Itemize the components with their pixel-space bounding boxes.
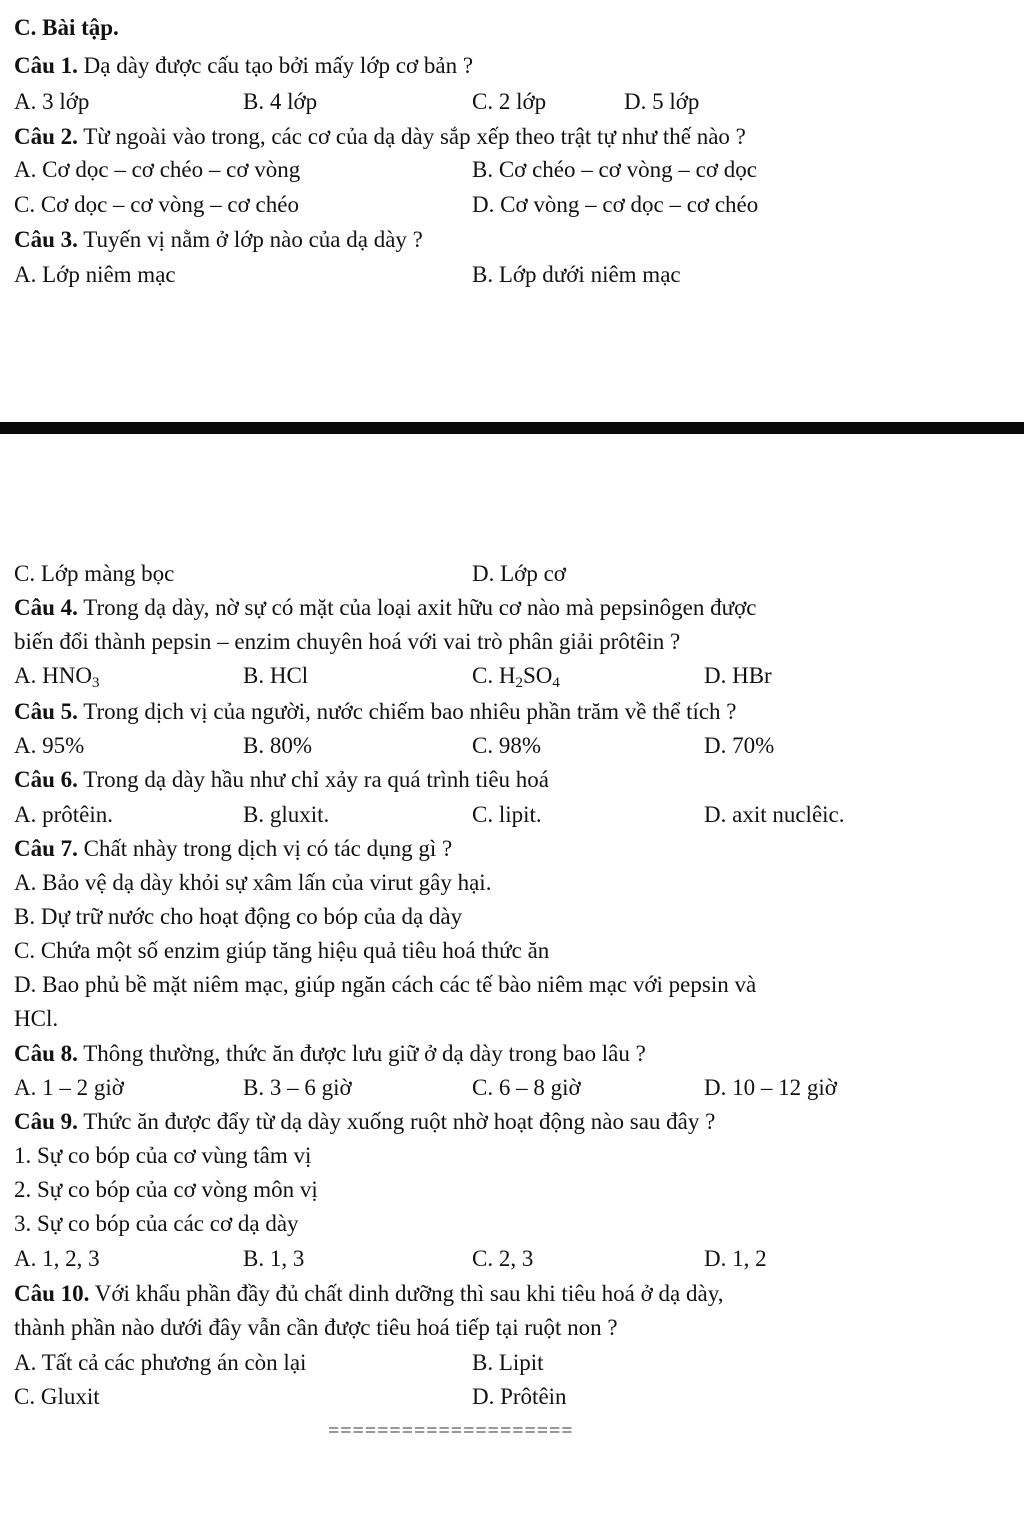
question-2	[14, 123, 746, 151]
question-text: Thức ăn được đẩy từ dạ dày xuống ruột nhờ hoạt động nào sau đây ?	[77, 1109, 716, 1134]
q8-option-d: D. 10 – 12 giờ	[704, 1075, 837, 1100]
q9-option-a: A. 1, 2, 3	[14, 1246, 100, 1271]
question-label: Câu 9.	[14, 1109, 78, 1134]
q6-option-d: D. axit nuclêic.	[704, 802, 845, 827]
q3-option-a: A. Lớp niêm mạc	[14, 262, 176, 287]
q2-option-c: C. Cơ dọc – cơ vòng – cơ chéo	[14, 192, 299, 217]
question-3	[14, 226, 423, 254]
question-7	[14, 835, 452, 863]
q10-option-a: A. Tất cả các phương án còn lại	[14, 1350, 307, 1375]
question-8	[14, 1040, 646, 1068]
question-4-line-2: biến đổi thành pepsin – enzim chuyên hoá với vai trò phân giải prôtêin ?	[14, 629, 681, 654]
q5-option-a: A. 95%	[14, 733, 85, 758]
q1-option-d: D. 5 lớp	[624, 89, 700, 114]
q9-statement-3: 3. Sự co bóp của các cơ dạ dày	[14, 1211, 299, 1236]
question-label: Câu 6.	[14, 767, 78, 792]
question-4	[14, 594, 756, 622]
question-label: Câu 2.	[14, 124, 78, 149]
q4-option-b: B. HCl	[243, 663, 309, 688]
question-text: Với khẩu phần đầy đủ chất dinh dưỡng thì sau khi tiêu hoá ở dạ dày,	[89, 1281, 724, 1306]
question-label: Câu 3.	[14, 227, 78, 252]
q5-option-b: B. 80%	[243, 733, 312, 758]
question-text: Trong dạ dày hầu như chỉ xảy ra quá trình tiêu hoá	[77, 767, 550, 792]
q3-option-c: C. Lớp màng bọc	[14, 561, 175, 586]
q8-option-a: A. 1 – 2 giờ	[14, 1075, 124, 1100]
q7-option-b: B. Dự trữ nước cho hoạt động co bóp của dạ dày	[14, 904, 463, 929]
question-9	[14, 1108, 715, 1136]
q6-option-a: A. prôtêin.	[14, 802, 114, 827]
page-break-bar	[0, 422, 1024, 434]
q1-option-b: B. 4 lớp	[243, 89, 318, 114]
section-title: C. Bài tập.	[14, 15, 119, 40]
question-text: Trong dịch vị của người, nước chiếm bao nhiêu phần trăm về thể tích ?	[77, 699, 737, 724]
q9-option-b: B. 1, 3	[243, 1246, 305, 1271]
q5-option-d: D. 70%	[704, 733, 775, 758]
q2-option-d: D. Cơ vòng – cơ dọc – cơ chéo	[472, 192, 759, 217]
question-label: Câu 7.	[14, 836, 78, 861]
q8-option-c: C. 6 – 8 giờ	[472, 1075, 581, 1100]
question-label: Câu 5.	[14, 699, 78, 724]
q9-statement-1: 1. Sự co bóp của cơ vùng tâm vị	[14, 1143, 312, 1168]
q1-option-a: A. 3 lớp	[14, 89, 90, 114]
question-10	[14, 1280, 723, 1308]
end-separator: ====================	[328, 1420, 574, 1442]
q7-option-c: C. Chứa một số enzim giúp tăng hiệu quả tiêu hoá thức ăn	[14, 938, 550, 963]
q10-option-b: B. Lipit	[472, 1350, 544, 1375]
question-label: Câu 10.	[14, 1281, 90, 1306]
question-5	[14, 698, 737, 726]
question-text: Dạ dày được cấu tạo bởi mấy lớp cơ bản ?	[77, 53, 474, 78]
q10-option-d: D. Prôtêin	[472, 1384, 567, 1409]
q3-option-b: B. Lớp dưới niêm mạc	[472, 262, 681, 287]
q7-option-a: A. Bảo vệ dạ dày khỏi sự xâm lấn của virut gây hại.	[14, 870, 492, 895]
q10-option-c: C. Gluxit	[14, 1384, 100, 1409]
q2-option-a: A. Cơ dọc – cơ chéo – cơ vòng	[14, 157, 301, 182]
question-6	[14, 766, 549, 794]
question-text: Chất nhày trong dịch vị có tác dụng gì ?	[77, 836, 453, 861]
question-text: Tuyến vị nằm ở lớp nào của dạ dày ?	[77, 227, 423, 252]
question-text: Từ ngoài vào trong, các cơ của dạ dày sắp xếp theo trật tự như thế nào ?	[77, 124, 746, 149]
q6-option-c: C. lipit.	[472, 802, 542, 827]
q4-option-d: D. HBr	[704, 663, 772, 688]
q8-option-b: B. 3 – 6 giờ	[243, 1075, 352, 1100]
question-label: Câu 8.	[14, 1041, 78, 1066]
q5-option-c: C. 98%	[472, 733, 541, 758]
q9-option-c: C. 2, 3	[472, 1246, 534, 1271]
q9-statement-2: 2. Sự co bóp của cơ vòng môn vị	[14, 1177, 318, 1202]
q7-option-d-line-2: HCl.	[14, 1006, 59, 1031]
question-text: Trong dạ dày, nờ sự có mặt của loại axit hữu cơ nào mà pepsinôgen được	[77, 595, 757, 620]
q4-option-c: C. $H_2SO_4$	[472, 663, 560, 691]
q4-option-a: A. $HNO_3$	[14, 663, 100, 691]
question-text: Thông thường, thức ăn được lưu giữ ở dạ dày trong bao lâu ?	[77, 1041, 646, 1066]
question-label: Câu 1.	[14, 53, 78, 78]
q6-option-b: B. gluxit.	[243, 802, 330, 827]
q2-option-b: B. Cơ chéo – cơ vòng – cơ dọc	[472, 157, 757, 182]
question-10-line-2: thành phần nào dưới đây vẫn cần được tiêu hoá tiếp tại ruột non ?	[14, 1315, 618, 1340]
question-label: Câu 4.	[14, 595, 78, 620]
q7-option-d: D. Bao phủ bề mặt niêm mạc, giúp ngăn cách các tế bào niêm mạc với pepsin và	[14, 972, 757, 997]
q9-option-d: D. 1, 2	[704, 1246, 767, 1271]
question-1	[14, 52, 473, 80]
q1-option-c: C. 2 lớp	[472, 89, 547, 114]
q3-option-d: D. Lớp cơ	[472, 561, 566, 586]
